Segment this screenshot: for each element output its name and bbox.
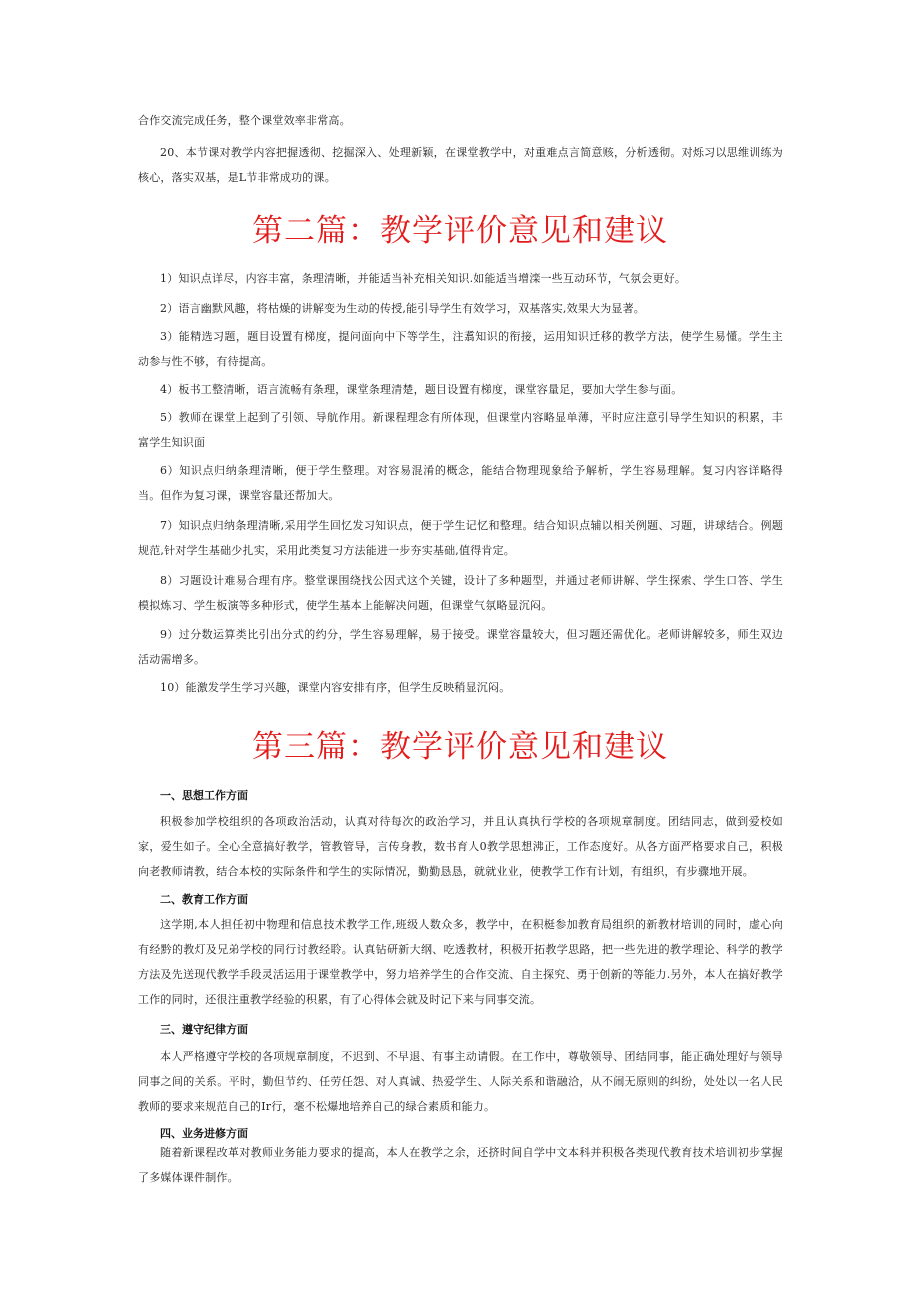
s3-body-4: 随着新课程改革对教师业务能力要求的提高，本人在教学之余，还挤时间自学中文本科并积极各类现代教育技术培训初步掌握了多媒体课件制作。 <box>138 1146 783 1184</box>
s2-item-5: 5）教师在课堂上起到了引领、导航作用。新课程理念有所体现，但课堂内容略显单薄，平时应注意引导学生知识的积累，丰富学生知识面 <box>138 411 783 449</box>
s3-body-3: 本人严格遵守学校的各项规章制度，不迟到、不早退、有事主动请假。在工作中，尊敬领导、团结同事，能正确处理好与领导同事之间的关系。平时，勤但节约、任劳任怨、对人真诚、热爱学生、人际关系和谐融洽，从不闹无原则的纠纷，处处以一名人民教师的要求来规范自己的Ir行，毫不松爆地培养自己的绿合素质和能力。 <box>138 1050 783 1113</box>
s3-body-2: 这学期,本人担任初中物理和信息技术教学工作,班级人数众多，教学中，在积梃参加教育局组织的新教材培训的同时，虚心向有经黔的教灯及兄弟学校的同行讨教经聆。认真钻研新大纲、吃透教材，积极开拓教学思路，把一些先进的教学理论、科学的教学方法及先送现代教学手段灵活运用于课堂教学中，努力培养学生的合作交流、自主探究、勇于创新的等能力.另外，本人在搞好教学工作的同时，还很注重教学经验的积累，有了心得体会就及时记下来与同事交流。 <box>138 918 783 1006</box>
s2-item-2: 2）语言幽默风趣，将枯燥的讲解变为生动的传授,能引导学生有效学习，双基落实,效果大为显著。 <box>160 302 645 315</box>
s2-item-7: 7）知识点归纳条理清晰,采用学生回忆发习知识点，便于学生记忆和整理。结合知识点辅以相关例题、习题，讲球结合。例题规范,针对学生基础少扎实，采用此类复习方法能进一步夯实基础,值得肯定。 <box>138 519 783 557</box>
s2-item-3: 3）能精选习题，题目设置有梯度，提问面向中下等学生，注翥知识的衔接，运用知识迁移的教学方法，使学生易懂。学生主动参与性不够，有待提高。 <box>138 330 783 368</box>
s2-item-4: 4）板书工整清晰，语言流畅有条理，课堂条理清楚，题目设置有梯度，课堂容量足，要加大学生参与面。 <box>160 383 683 396</box>
s3-heading-2: 二、教育工作方面 <box>160 893 248 906</box>
s2-item-10: 10）能激发学生学习兴趣，课堂内容安排有序，但学生反映稍显沉闷。 <box>160 681 511 694</box>
s3-heading-4: 四、业务进修方面 <box>160 1127 248 1140</box>
section-2-title: 第二篇：教学评价意见和建议 <box>252 213 668 249</box>
paragraph-19-tail: 合作交流完成任务，整个课堂效率非常高。 <box>138 114 351 127</box>
paragraph-20: 20、本节课对教学内容把握透彻、挖掘深入、处理新颖，在课堂教学中，对重难点言简意赅，分析透彻。对烁习以思维训练为核心，落实双基，是L节非常成功的课。 <box>138 146 783 184</box>
s3-heading-1: 一、思想工作方面 <box>160 789 248 802</box>
s2-item-1: 1）知识点详尽，内容丰富，条理清晰，并能适当补充相关知识.如能适当增滦一些互动环节，气氛会更好。 <box>160 272 687 285</box>
s3-heading-3: 三、遵守纪律方面 <box>160 1023 248 1036</box>
section-3-title: 第三篇：教学评价意见和建议 <box>252 729 668 765</box>
s2-item-6: 6）知识点归纳条理清晰，便于学生整理。对容易混淆的概念，能结合物理现象给予解析，学生容易理解。复习内容详略得当。但作为复习课，课堂容量还帮加大。 <box>138 464 783 502</box>
s3-body-1: 积极参加学校组织的各项政治活动，认真对待每次的政治学习，并且认真执行学校的各项规章制度。团结同志，做到爱校如家，爱生如子。全心全意搞好教学，管教管导，言传身教，数书育人0教学思想沸正，工作态度好。从各方面严格要求自己，积极向老教师请教，结合本校的实际条件和学生的实际情况，勤勤恳恳，就就业业，使教学工作有计划，有组织，有步骤地开展。 <box>138 815 783 878</box>
s2-item-9: 9）过分数运算类比引出分式的约分，学生容易理解，易于接受。课堂容量较大，但习题还需优化。老师讲解较多，师生双边活动需增多。 <box>138 628 783 666</box>
s2-item-8: 8）习题设计难易合理有序。整堂课围绕找公因式这个关键，设计了多种题型，并通过老师讲解、学生探索、学生口答、学生模拟炼习、学生板演等多种形式，使学生基本上能解决问题，但课堂气氛略显沉闷。 <box>138 574 783 612</box>
